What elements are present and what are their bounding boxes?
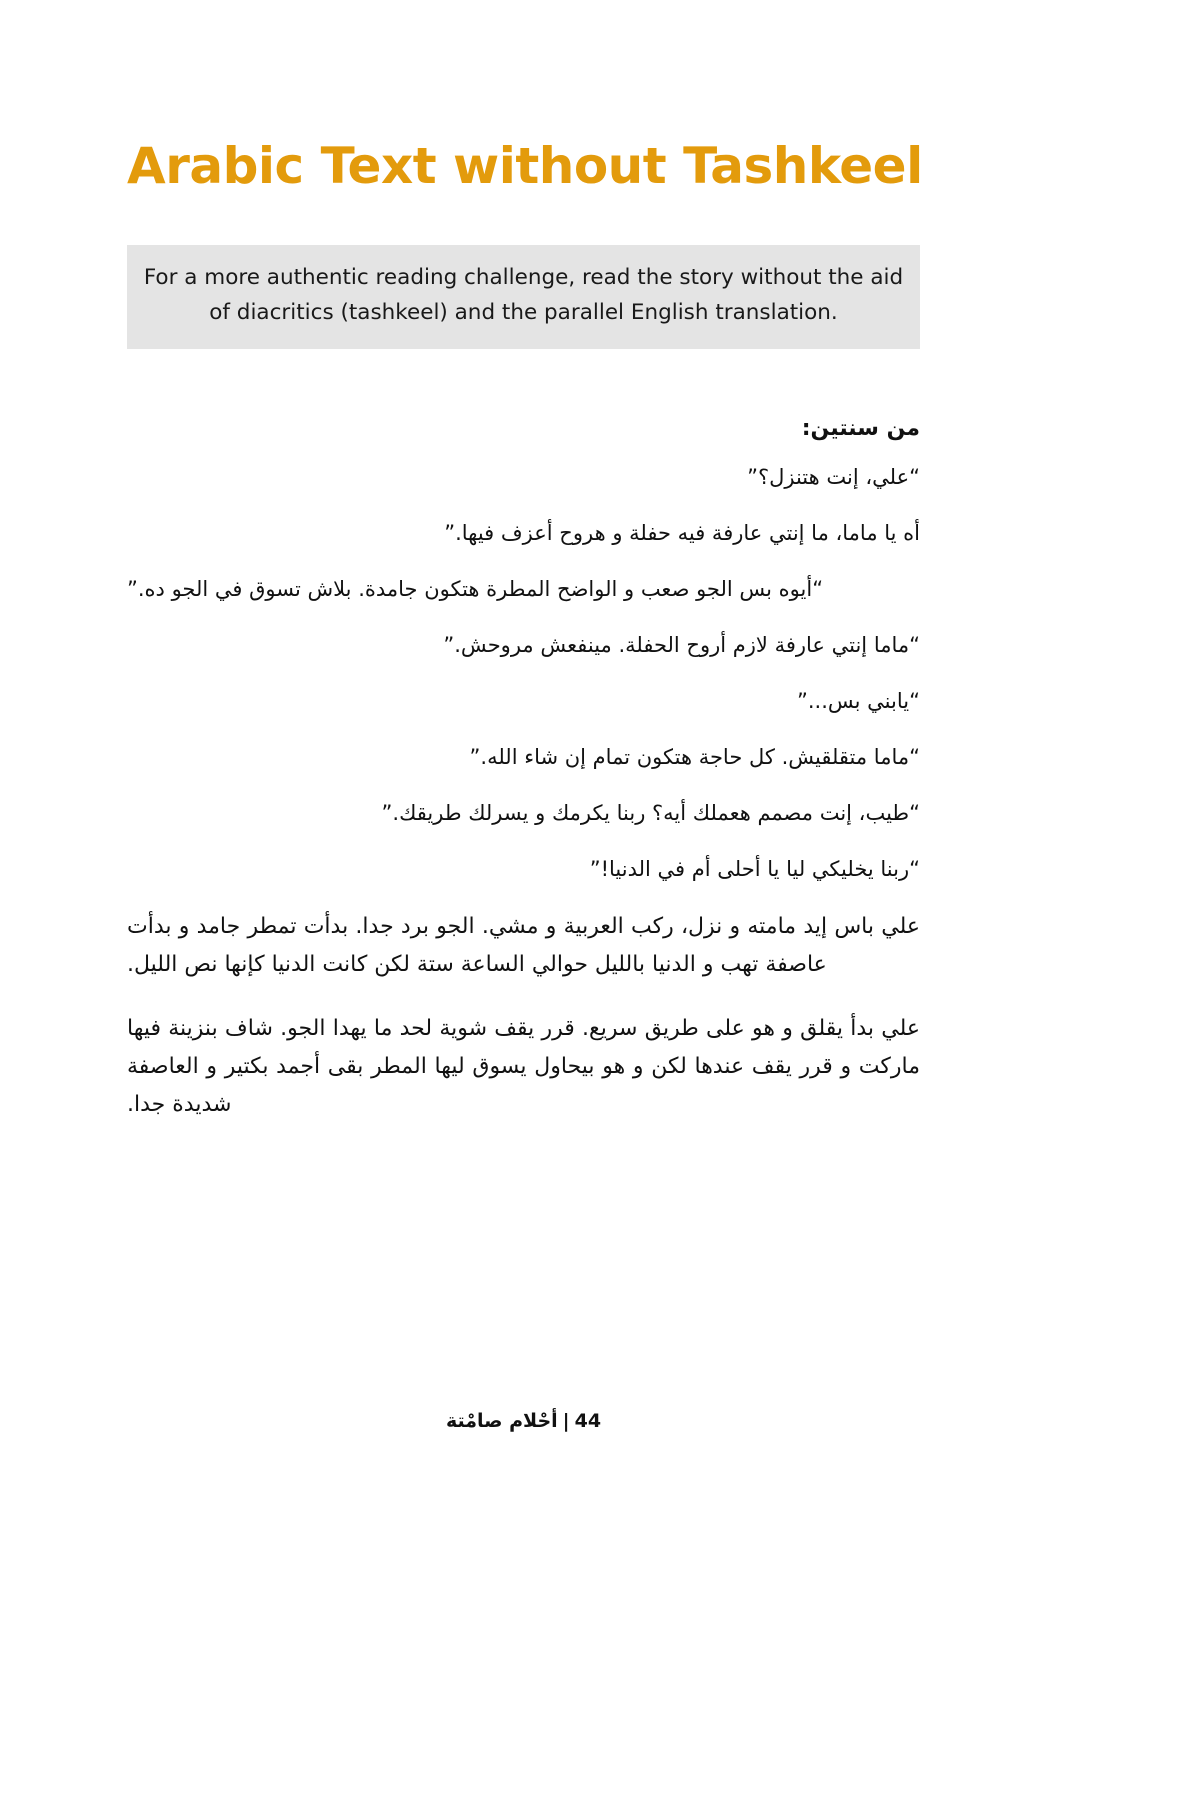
- arabic-dialogue-line: “يابني بس...”: [796, 689, 920, 714]
- intro-callout-box: [127, 245, 920, 349]
- arabic-dialogue-line: أه يا ماما، ما إنتي عارفة فيه حفلة و هروح أعزف فيها.”: [444, 521, 920, 546]
- arabic-dialogue-line: “أيوه بس الجو صعب و الواضح المطرة هتكون جامدة. بلاش تسوق في الجو ده.”: [127, 577, 824, 602]
- arabic-paragraph: علي بدأ يقلق و هو على طريق سريع. قرر يقف شوية لحد ما يهدا الجو. شاف بنزينة فيها ماركت و قرر يقف عندها لكن و هو بيحاول يسوق ليها المطر بقى أجمد بكتير و العاصفة شديدة جدا.: [127, 1015, 920, 1117]
- footer-book-title: أحْلام صامْتة: [445, 1410, 558, 1432]
- intro-text: For a more authentic reading challenge, read the story without the aid of diacritics (tashkeel) and the parallel English translation.: [143, 265, 904, 325]
- arabic-paragraph: علي باس إيد مامته و نزل، ركب العربية و مشي. الجو برد جدا. بدأت تمطر جامد و بدأت عاصفة تهب و الدنيا بالليل حوالي الساعة ستة لكن كانت الدنيا كإنها نص الليل.: [127, 914, 920, 978]
- arabic-dialogue-line: “ماما إنتي عارفة لازم أروح الحفلة. مينفعش مروحش.”: [443, 633, 920, 658]
- arabic-story-body: [127, 412, 920, 1149]
- arabic-dialogue-line: “ربنا يخليكي ليا يا أحلى أم في الدنيا!”: [589, 857, 920, 882]
- arabic-dialogue-line: “طيب، إنت مصمم هعملك أيه؟ ربنا يكرمك و يسرلك طريقك.”: [381, 801, 920, 826]
- footer-separator: |: [562, 1410, 570, 1432]
- footer-page-number: 44: [574, 1410, 602, 1432]
- arabic-section-heading: من سنتين:: [801, 416, 920, 441]
- page-footer: [127, 1410, 920, 1432]
- arabic-dialogue-line: “ماما متقلقيش. كل حاجة هتكون تمام إن شاء الله.”: [469, 745, 920, 770]
- page-title: Arabic Text without Tashkeel: [127, 137, 923, 195]
- arabic-dialogue-line: “علي، إنت هتنزل؟”: [747, 465, 920, 490]
